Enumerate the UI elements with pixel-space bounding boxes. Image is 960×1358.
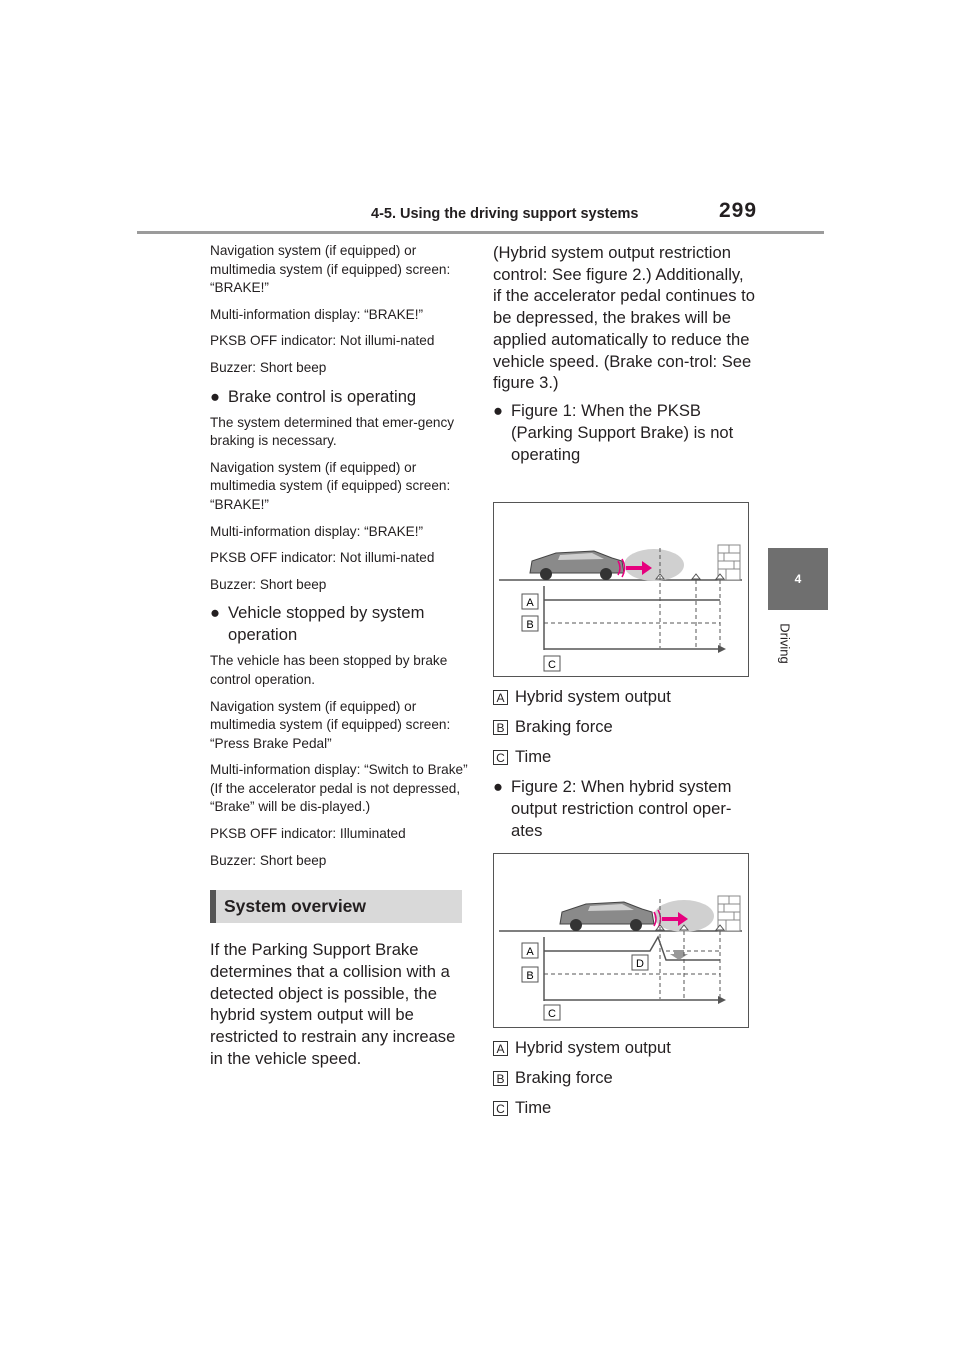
bullet-item xyxy=(210,602,472,646)
paragraph: Navigation system (if equipped) or multimedia system (if equipped) screen: “BRAKE!” xyxy=(210,459,451,512)
bullet-dot: ● xyxy=(210,386,221,406)
left-column xyxy=(210,242,472,1075)
legend-key: C xyxy=(493,1101,508,1116)
paragraph: Navigation system (if equipped) or multimedia system (if equipped) screen: “BRAKE!” xyxy=(210,243,451,296)
bullet-dot: ● xyxy=(493,400,504,420)
header-rule xyxy=(137,231,824,234)
bullet-text: Figure 2: When hybrid system output restriction control oper-ates xyxy=(511,777,732,840)
bullet-item xyxy=(493,400,755,466)
label-a: A xyxy=(526,597,534,609)
section-header: 4-5. Using the driving support systems xyxy=(371,206,639,222)
legend-item xyxy=(493,1093,755,1123)
legend-text: Time xyxy=(515,1098,552,1117)
car-icon xyxy=(530,551,624,580)
section-title-bar xyxy=(210,890,462,923)
label-a: A xyxy=(526,946,534,958)
bullet-dot: ● xyxy=(210,603,221,623)
legend-text: Hybrid system output xyxy=(515,1038,671,1057)
paragraph: Buzzer: Short beep xyxy=(210,852,327,868)
legend-item xyxy=(493,742,755,772)
figure-2 xyxy=(493,853,749,1028)
bullet-text: Figure 1: When the PKSB (Parking Support Brake) is not operating xyxy=(511,400,734,464)
paragraph: Buzzer: Short beep xyxy=(210,359,327,375)
legend-item xyxy=(493,682,755,712)
paragraph: Navigation system (if equipped) or multimedia system (if equipped) screen: “Press Brake Pedal” xyxy=(210,698,451,751)
bullet-item xyxy=(210,386,472,408)
label-b: B xyxy=(526,970,534,982)
legend-key: A xyxy=(493,690,508,705)
bullet-dot: ● xyxy=(493,777,504,796)
legend-item xyxy=(493,1063,755,1093)
paragraph: Multi-information display: “Switch to Brake” (If the accelerator pedal is not depressed, “Brake” will be dis-played.) xyxy=(210,762,468,815)
chapter-tab xyxy=(768,548,828,610)
paragraph: Multi-information display: “BRAKE!” xyxy=(210,306,424,322)
overview-paragraph: If the Parking Support Brake determines that a collision with a detected object is possible, the hybrid system output will be restricted to restrain any increase in the vehicle speed. xyxy=(210,940,456,1068)
sensor-zone xyxy=(624,549,684,581)
figure-2-diagram xyxy=(494,854,748,1027)
legend-text: Braking force xyxy=(515,717,613,736)
label-c: C xyxy=(548,1008,556,1020)
paragraph: PKSB OFF indicator: Illuminated xyxy=(210,826,406,842)
page-number: 299 xyxy=(719,199,758,222)
label-b: B xyxy=(526,619,534,631)
bullet-text: Brake control is operating xyxy=(228,386,417,406)
legend-key: B xyxy=(493,1071,508,1086)
car-icon xyxy=(560,902,654,931)
bullet-item xyxy=(493,776,755,842)
paragraph: Buzzer: Short beep xyxy=(210,576,327,592)
right-column xyxy=(493,242,755,472)
down-arrow-icon xyxy=(670,950,688,960)
figure-1 xyxy=(493,502,749,677)
legend-item xyxy=(493,712,755,742)
label-d: D xyxy=(636,958,644,970)
legend-key: A xyxy=(493,1041,508,1056)
figure-1-diagram xyxy=(494,503,748,676)
wall-icon xyxy=(718,896,740,931)
chapter-number: 4 xyxy=(794,572,802,586)
legend-2 xyxy=(493,1033,755,1123)
section-title: System overview xyxy=(224,896,367,917)
legend-item xyxy=(493,1033,755,1063)
bullet-text: Vehicle stopped by system operation xyxy=(228,603,425,645)
legend-text: Hybrid system output xyxy=(515,687,671,706)
paragraph: PKSB OFF indicator: Not illumi-nated xyxy=(210,333,435,349)
legend-1 xyxy=(493,682,755,848)
chapter-label: Driving xyxy=(777,623,793,664)
label-c: C xyxy=(548,659,556,671)
paragraph: Multi-information display: “BRAKE!” xyxy=(210,523,424,539)
chapter-label-wrap xyxy=(773,616,823,676)
legend-text: Time xyxy=(515,747,552,766)
legend-key: C xyxy=(493,750,508,765)
paragraph: PKSB OFF indicator: Not illumi-nated xyxy=(210,550,435,566)
intro-paragraph: (Hybrid system output restriction control: See figure 2.) Additionally, if the accelerator pedal continues to be depressed, the brakes will be applied automatically to reduce the vehicle speed. (Brake con-trol: See figure 3.) xyxy=(493,243,755,393)
legend-text: Braking force xyxy=(515,1068,613,1087)
legend-key: B xyxy=(493,720,508,735)
wall-icon xyxy=(718,545,740,580)
paragraph: The system determined that emer-gency braking is necessary. xyxy=(210,414,455,449)
paragraph: The vehicle has been stopped by brake control operation. xyxy=(210,653,448,687)
